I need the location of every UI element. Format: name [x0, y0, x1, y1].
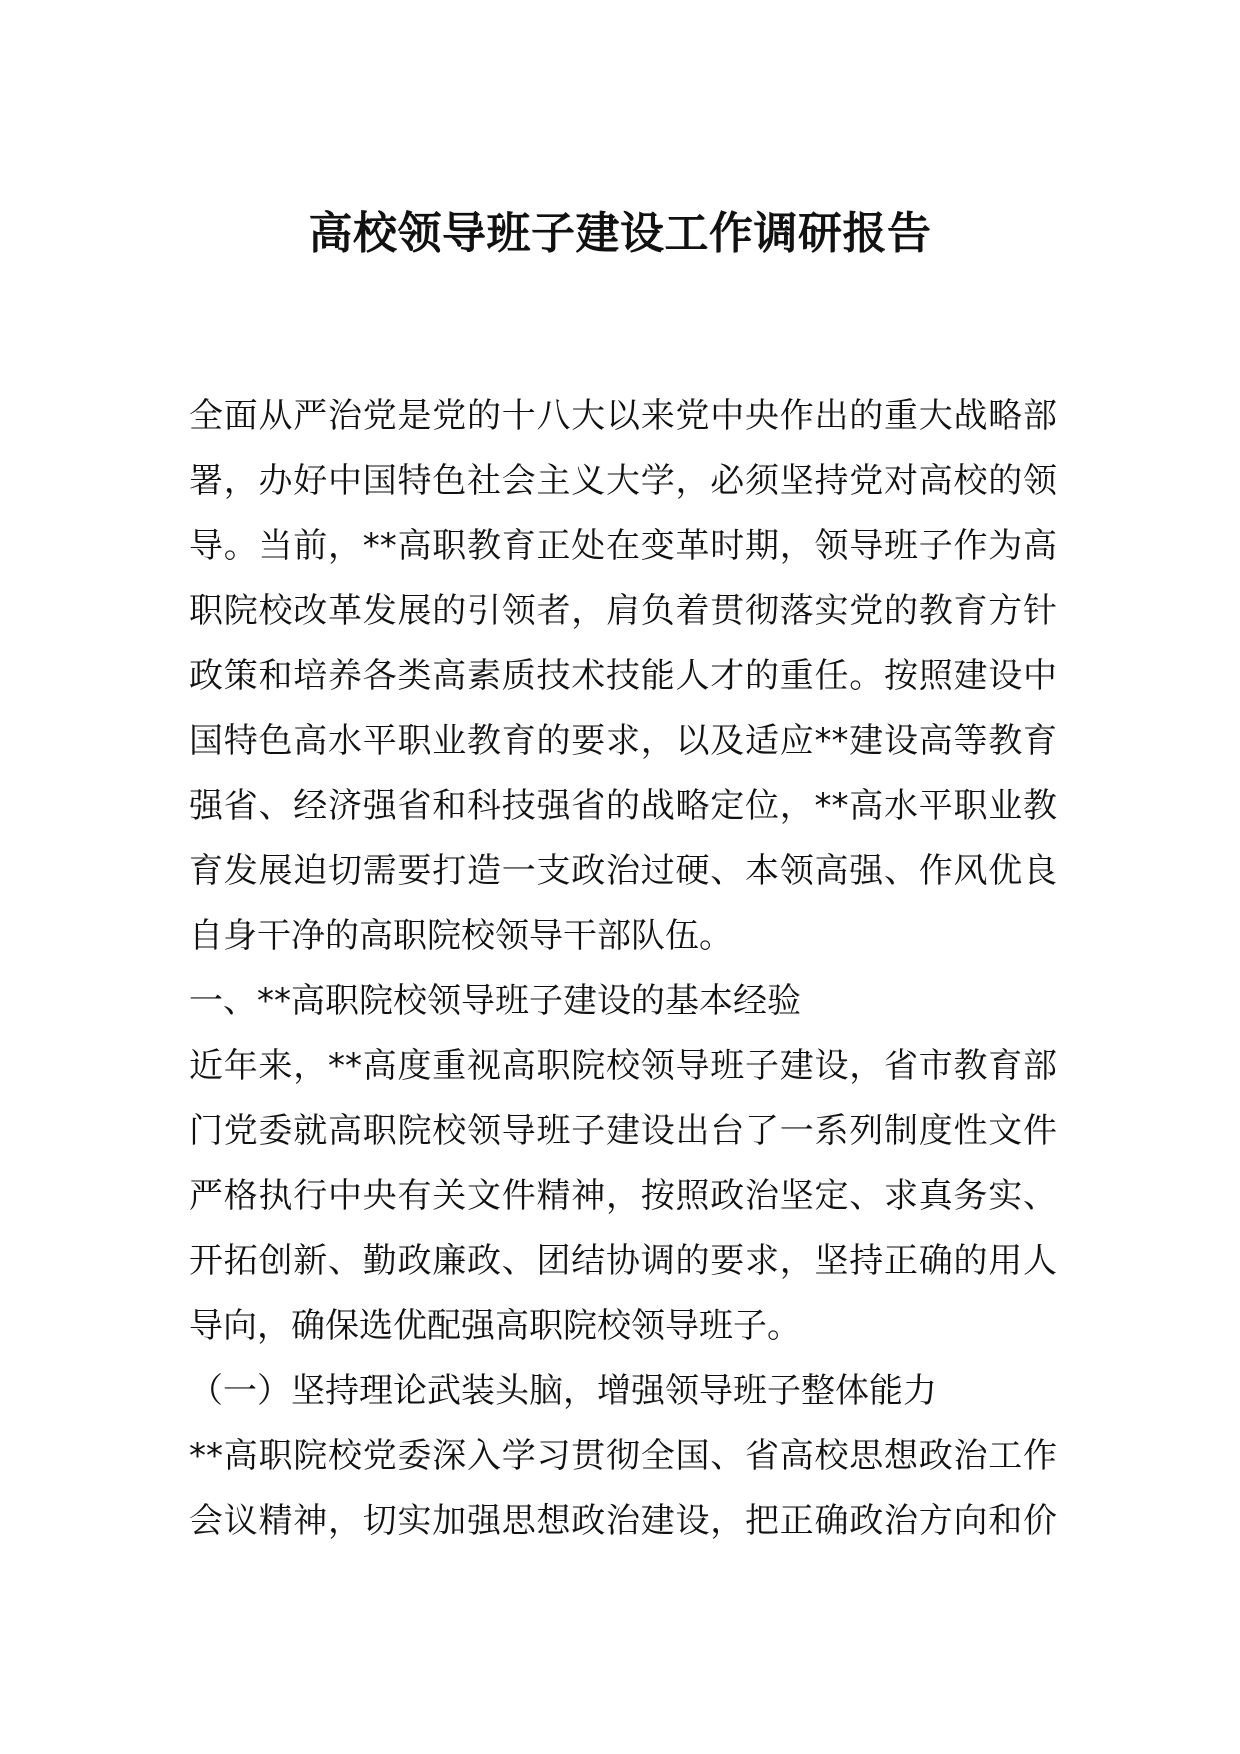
document-body [189, 384, 1057, 1554]
body-line: 强省、经济强省和科技强省的战略定位，**高水平职业教 [189, 786, 1057, 826]
body-line: 开拓创新、勤政廉政、团结协调的要求，坚持正确的用人 [189, 1241, 1057, 1281]
body-line: 全面从严治党是党的十八大以来党中央作出的重大战略部 [189, 396, 1057, 436]
body-line: 近年来，**高度重视高职院校领导班子建设，省市教育部 [189, 1046, 1057, 1086]
body-line: 育发展迫切需要打造一支政治过硬、本领高强、作风优良 [189, 851, 1057, 891]
body-line: 职院校改革发展的引领者，肩负着贯彻落实党的教育方针 [189, 591, 1057, 631]
body-line: 导。当前，**高职教育正处在变革时期，领导班子作为高 [189, 526, 1057, 566]
body-line: 严格执行中央有关文件精神，按照政治坚定、求真务实、 [189, 1176, 1057, 1216]
body-line: 门党委就高职院校领导班子建设出台了一系列制度性文件 [189, 1111, 1057, 1151]
subsection-heading: （一）坚持理论武装头脑，增强领导班子整体能力 [189, 1371, 937, 1411]
document-title: 高校领导班子建设工作调研报告 [308, 208, 932, 259]
body-line: **高职院校党委深入学习贯彻全国、省高校思想政治工作 [189, 1436, 1057, 1476]
body-line: 政策和培养各类高素质技术技能人才的重任。按照建设中 [189, 656, 1057, 696]
body-line: 会议精神，切实加强思想政治建设，把正确政治方向和价 [189, 1501, 1057, 1541]
body-line: 国特色高水平职业教育的要求，以及适应**建设高等教育 [189, 721, 1057, 761]
section-heading: 一、**高职院校领导班子建设的基本经验 [189, 981, 801, 1021]
body-line: 署，办好中国特色社会主义大学，必须坚持党对高校的领 [189, 461, 1057, 501]
body-line: 导向，确保选优配强高职院校领导班子。 [189, 1306, 801, 1346]
body-line: 自身干净的高职院校领导干部队伍。 [189, 916, 733, 956]
